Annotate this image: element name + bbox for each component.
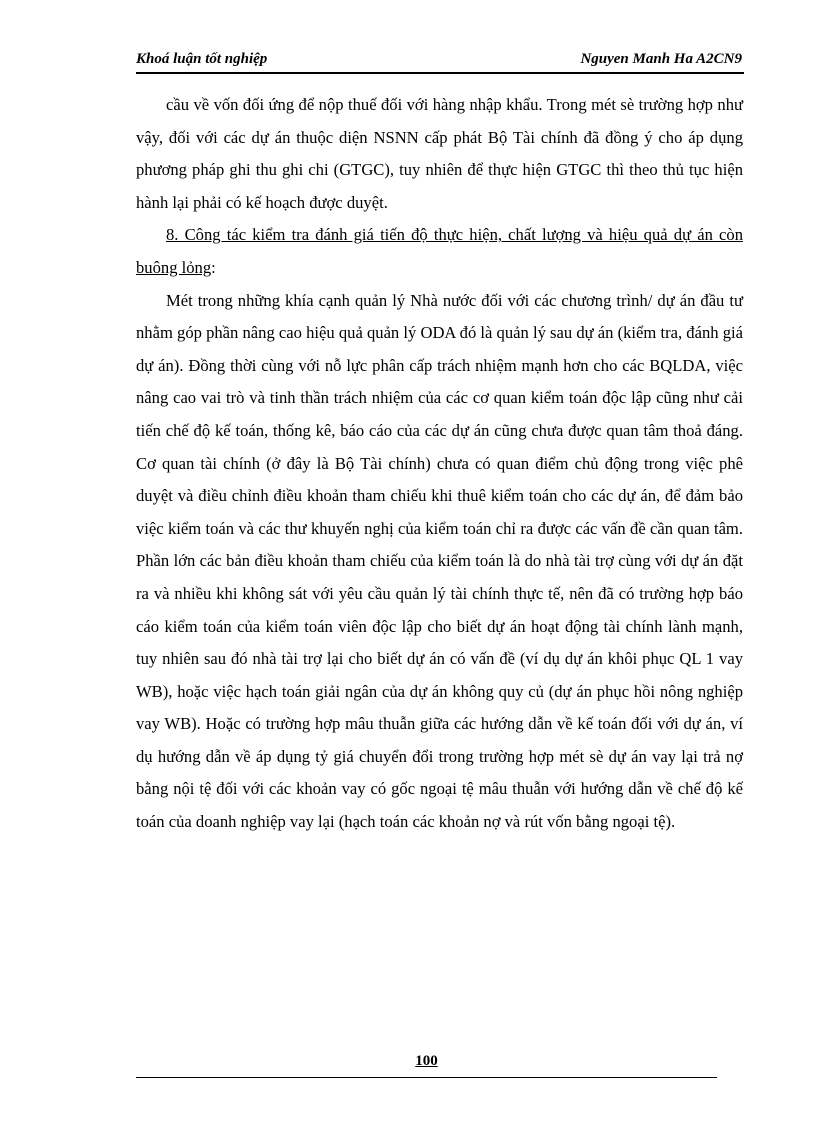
paragraph-continuation: cầu về vốn đối ứng để nộp thuế đối với hàng nhập khẩu. Trong mét sè trường hợp như vậy, đối với các dự án thuộc diện NSNN cấp phát Bộ Tài chính đã đồng ý cho áp dụng phương pháp ghi thu ghi chi (GTGC), tuy nhiên để thực hiện GTGC thì theo thủ tục hiện hành lại phải có kế hoạch được duyệt. [136,95,743,212]
header-author: Nguyen Manh Ha A2CN9 [580,51,742,67]
paragraph: Mét trong những khía cạnh quản lý Nhà nước đối với các chương trình/ dự án đầu tư nhằm góp phần nâng cao hiệu quả quản lý ODA đó là quản lý sau dự án (kiểm tra, đánh giá dự án). Đồng thời cùng với nỗ lực phân cấp trách nhiệm mạnh hơn cho các BQLDA, việc nâng cao vai trò và tinh thần trách nhiệm của các cơ quan kiểm toán độc lập cũng như cải tiến chế độ kế toán, thống kê, báo cáo của các dự án cũng chưa được quan tâm thoả đáng. Cơ quan tài chính (ở đây là Bộ Tài chính) chưa có quan điểm chủ động trong việc phê duyệt và điều chỉnh điều khoản tham chiếu khi thuê kiểm toán cho các dự án, để đảm bảo việc kiểm toán và các thư khuyến nghị của kiểm toán chỉ ra được các vấn đề cần quan tâm. Phần lớn các bản điều khoản tham chiếu của kiểm toán là do nhà tài trợ cùng với dự án đặt ra và nhiều khi không sát với yêu cầu quản lý tài chính thực tế, nên đã có trường hợp báo cáo kiểm toán của kiểm toán viên độc lập cho biết dự án hoạt động tài chính lành mạnh, tuy nhiên sau đó nhà tài trợ lại cho biết dự án có vấn đề (ví dụ dự án khôi phục QL 1 vay WB), hoặc việc hạch toán giải ngân của dự án không quy củ (dự án phục hồi nông nghiệp vay WB). Hoặc có trường hợp mâu thuẫn giữa các hướng dẫn về kế toán đối với dự án, ví dụ hướng dẫn về áp dụng tỷ giá chuyển đổi trong trường hợp mét sè dự án vay lại trả nợ bằng nội tệ đối với các khoản vay có gốc ngoại tệ mâu thuẫn với hướng dẫn về chế độ kế toán của doanh nghiệp vay lại (hạch toán các khoản nợ và rút vốn bằng ngoại tệ). [136,290,743,832]
page-header [136,50,744,74]
header-title: Khoá luận tốt nghiệp [136,51,268,67]
section-heading-line [136,219,743,284]
page-footer [136,1053,717,1078]
body-text [136,89,743,839]
page-number: 100 [415,1053,438,1069]
section-heading-colon: : [211,257,216,277]
section-heading: 8. Công tác kiểm tra đánh giá tiến độ thực hiện, chất lượng và hiệu quả dự án còn buông lỏng [136,225,743,277]
